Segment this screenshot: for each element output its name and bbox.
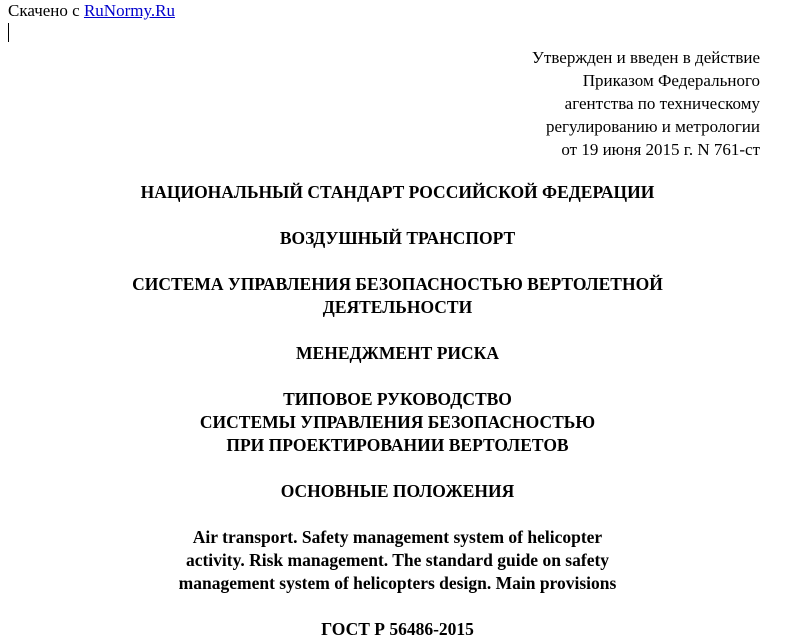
english-title xyxy=(0,526,790,595)
system-title-line: СИСТЕМА УПРАВЛЕНИЯ БЕЗОПАСНОСТЬЮ ВЕРТОЛЕТНОЙ xyxy=(132,274,663,294)
system-title-line: ДЕЯТЕЛЬНОСТИ xyxy=(322,297,473,317)
section-title: ВОЗДУШНЫЙ ТРАНСПОРТ xyxy=(279,228,516,248)
download-prefix: Скачено с xyxy=(8,1,84,20)
approval-line: от 19 июня 2015 г. N 761-ст xyxy=(561,140,760,159)
runormy-link[interactable]: RuNormy.Ru xyxy=(83,1,175,20)
risk-title: МЕНЕДЖМЕНТ РИСКА xyxy=(296,343,499,363)
guide-title-line: ТИПОВОЕ РУКОВОДСТВО xyxy=(283,389,512,409)
system-title xyxy=(0,273,790,319)
english-title-line: management system of helicopters design. Main provisions xyxy=(178,573,617,593)
text-cursor xyxy=(8,23,9,42)
download-source-line xyxy=(8,1,175,21)
guide-title-line: ПРИ ПРОЕКТИРОВАНИИ ВЕРТОЛЕТОВ xyxy=(226,435,569,455)
standard-title: НАЦИОНАЛЬНЫЙ СТАНДАРТ РОССИЙСКОЙ ФЕДЕРАЦИИ xyxy=(140,182,655,202)
approval-line: агентства по техническому xyxy=(564,94,760,113)
english-title-line: activity. Risk management. The standard guide on safety xyxy=(185,550,610,570)
gost-number: ГОСТ Р 56486-2015 xyxy=(321,619,474,639)
guide-title xyxy=(0,388,790,457)
guide-title-line: СИСТЕМЫ УПРАВЛЕНИЯ БЕЗОПАСНОСТЬЮ xyxy=(199,412,596,432)
provisions-title: ОСНОВНЫЕ ПОЛОЖЕНИЯ xyxy=(280,481,515,501)
english-title-line: Air transport. Safety management system of helicopter xyxy=(192,527,603,547)
approval-line: Приказом Федерального xyxy=(582,71,760,90)
approval-line: Утвержден и введен в действие xyxy=(531,48,760,67)
approval-block xyxy=(532,46,760,161)
document-title-block xyxy=(0,181,790,641)
approval-line: регулированию и метрологии xyxy=(545,117,760,136)
